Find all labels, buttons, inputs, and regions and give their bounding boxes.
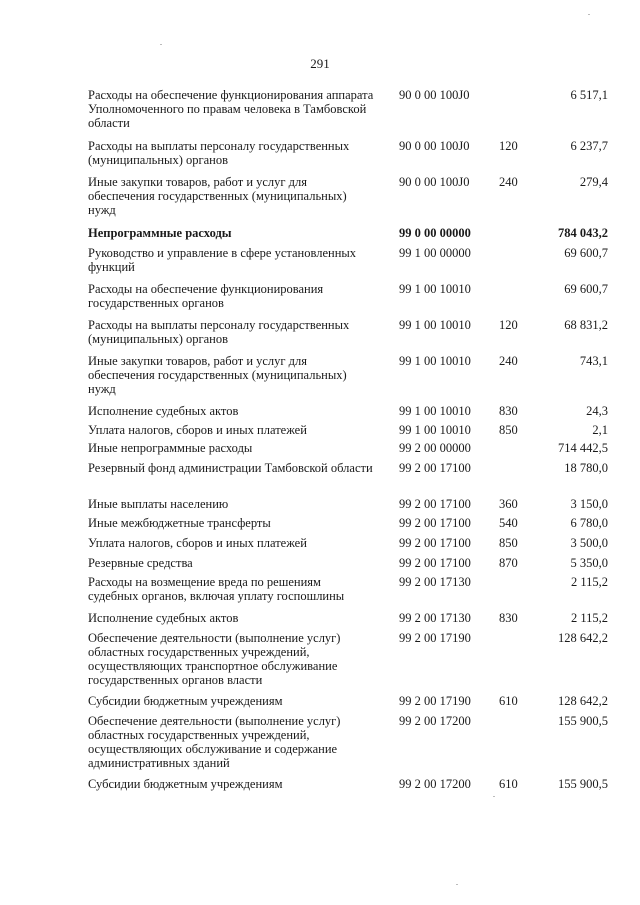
scan-speck [160, 44, 162, 45]
row-code: 99 1 00 10010 [399, 404, 471, 418]
row-name: Уплата налогов, сборов и иных платежей [88, 423, 307, 437]
row-name: Уплата налогов, сборов и иных платежей [88, 536, 307, 550]
row-code: 99 2 00 17200 [399, 777, 471, 791]
row-name: Резервный фонд администрации Тамбовской области [88, 461, 373, 475]
row-sum: 18 780,0 [564, 461, 608, 475]
table-row [88, 354, 608, 404]
row-sum: 3 500,0 [570, 536, 608, 550]
row-code: 99 1 00 10010 [399, 423, 471, 437]
row-expense-type: 540 [499, 516, 518, 530]
row-code: 99 2 00 17100 [399, 461, 471, 475]
table-row-section [88, 226, 608, 246]
row-name: Расходы на возмещение вреда по решениям судебных органов, включая уплату госпошлины [88, 575, 345, 603]
row-code: 99 2 00 17130 [399, 611, 471, 625]
table-row [88, 246, 608, 282]
table-row [88, 536, 608, 556]
row-expense-type: 830 [499, 611, 518, 625]
row-sum: 6 780,0 [570, 516, 608, 530]
row-sum: 2,1 [592, 423, 608, 437]
table-row [88, 282, 608, 318]
table-row [88, 516, 608, 536]
row-expense-type: 610 [499, 777, 518, 791]
row-name: Исполнение судебных актов [88, 611, 239, 625]
row-code: 99 2 00 00000 [399, 441, 471, 455]
scan-speck [456, 884, 458, 885]
table-row [88, 404, 608, 423]
row-code: 99 2 00 17100 [399, 536, 471, 550]
row-sum: 6 517,1 [570, 88, 608, 102]
row-sum: 6 237,7 [570, 139, 608, 153]
scan-speck [588, 14, 590, 15]
row-name: Субсидии бюджетным учреждениям [88, 777, 283, 791]
row-expense-type: 870 [499, 556, 518, 570]
row-sum: 714 442,5 [558, 441, 608, 455]
table-row [88, 139, 608, 175]
table-row [88, 556, 608, 575]
page-number: 291 [310, 56, 330, 71]
table-row [88, 575, 608, 611]
row-sum: 69 600,7 [564, 282, 608, 296]
row-code: 99 1 00 00000 [399, 246, 471, 260]
row-expense-type: 610 [499, 694, 518, 708]
row-sum: 68 831,2 [564, 318, 608, 332]
row-sum: 128 642,2 [558, 694, 608, 708]
row-name: Расходы на обеспечение функционирования аппарата Уполномоченного по правам человека в Тамбовской области [88, 88, 374, 130]
table-row [88, 461, 608, 497]
row-name: Расходы на выплаты персоналу государственных (муниципальных) органов [88, 139, 350, 167]
table-row [88, 694, 608, 714]
row-name: Субсидии бюджетным учреждениям [88, 694, 283, 708]
row-code: 99 2 00 17100 [399, 556, 471, 570]
row-name: Обеспечение деятельности (выполнение услуг) областных государственных учреждений, осуществляющих обслуживание и содержание административных зданий [88, 714, 341, 770]
row-expense-type: 240 [499, 175, 518, 189]
row-name: Руководство и управление в сфере установленных функций [88, 246, 357, 274]
row-expense-type: 120 [499, 139, 518, 153]
row-sum: 128 642,2 [558, 631, 608, 645]
row-sum: 155 900,5 [558, 714, 608, 728]
row-sum: 2 115,2 [570, 575, 608, 589]
row-name: Расходы на обеспечение функционирования государственных органов [88, 282, 324, 310]
table-row [88, 777, 608, 797]
row-code: 99 0 00 00000 [399, 226, 471, 240]
row-name: Иные непрограммные расходы [88, 441, 253, 455]
row-name: Иные межбюджетные трансферты [88, 516, 271, 530]
row-sum: 24,3 [586, 404, 608, 418]
row-code: 99 2 00 17130 [399, 575, 471, 589]
row-sum: 743,1 [579, 354, 608, 368]
table-row [88, 497, 608, 516]
table-row [88, 318, 608, 354]
row-expense-type: 850 [499, 423, 518, 437]
row-code: 99 2 00 17200 [399, 714, 471, 728]
row-name: Непрограммные расходы [88, 226, 232, 240]
table-row [88, 88, 608, 139]
row-sum: 3 150,0 [570, 497, 608, 511]
row-code: 99 2 00 17100 [399, 497, 471, 511]
row-sum: 279,4 [579, 175, 608, 189]
row-expense-type: 850 [499, 536, 518, 550]
budget-table [88, 88, 608, 797]
table-row [88, 631, 608, 694]
row-name: Обеспечение деятельности (выполнение услуг) областных государственных учреждений, осуществляющих транспортное обслуживание государственных органов власти [88, 631, 341, 687]
row-code: 99 1 00 10010 [399, 282, 471, 296]
table-row [88, 175, 608, 226]
row-name: Иные выплаты населению [88, 497, 229, 511]
row-sum: 155 900,5 [558, 777, 608, 791]
row-code: 90 0 00 100J0 [399, 88, 470, 102]
row-sum: 784 043,2 [558, 226, 608, 240]
table-row [88, 611, 608, 631]
row-code: 99 2 00 17190 [399, 631, 471, 645]
row-expense-type: 240 [499, 354, 518, 368]
row-name: Иные закупки товаров, работ и услуг для обеспечения государственных (муниципальных) нужд [88, 175, 347, 217]
row-sum: 2 115,2 [570, 611, 608, 625]
row-expense-type: 830 [499, 404, 518, 418]
row-code: 99 2 00 17190 [399, 694, 471, 708]
row-sum: 69 600,7 [564, 246, 608, 260]
table-row [88, 714, 608, 777]
row-code: 99 1 00 10010 [399, 354, 471, 368]
row-code: 99 2 00 17100 [399, 516, 471, 530]
row-sum: 5 350,0 [570, 556, 608, 570]
row-expense-type: 360 [499, 497, 518, 511]
table-row [88, 441, 608, 461]
scan-speck [493, 796, 495, 797]
row-name: Иные закупки товаров, работ и услуг для обеспечения государственных (муниципальных) нужд [88, 354, 347, 396]
table-row [88, 423, 608, 441]
row-code: 90 0 00 100J0 [399, 139, 470, 153]
row-name: Исполнение судебных актов [88, 404, 239, 418]
row-name: Резервные средства [88, 556, 193, 570]
row-code: 99 1 00 10010 [399, 318, 471, 332]
row-name: Расходы на выплаты персоналу государственных (муниципальных) органов [88, 318, 350, 346]
row-code: 90 0 00 100J0 [399, 175, 470, 189]
row-expense-type: 120 [499, 318, 518, 332]
